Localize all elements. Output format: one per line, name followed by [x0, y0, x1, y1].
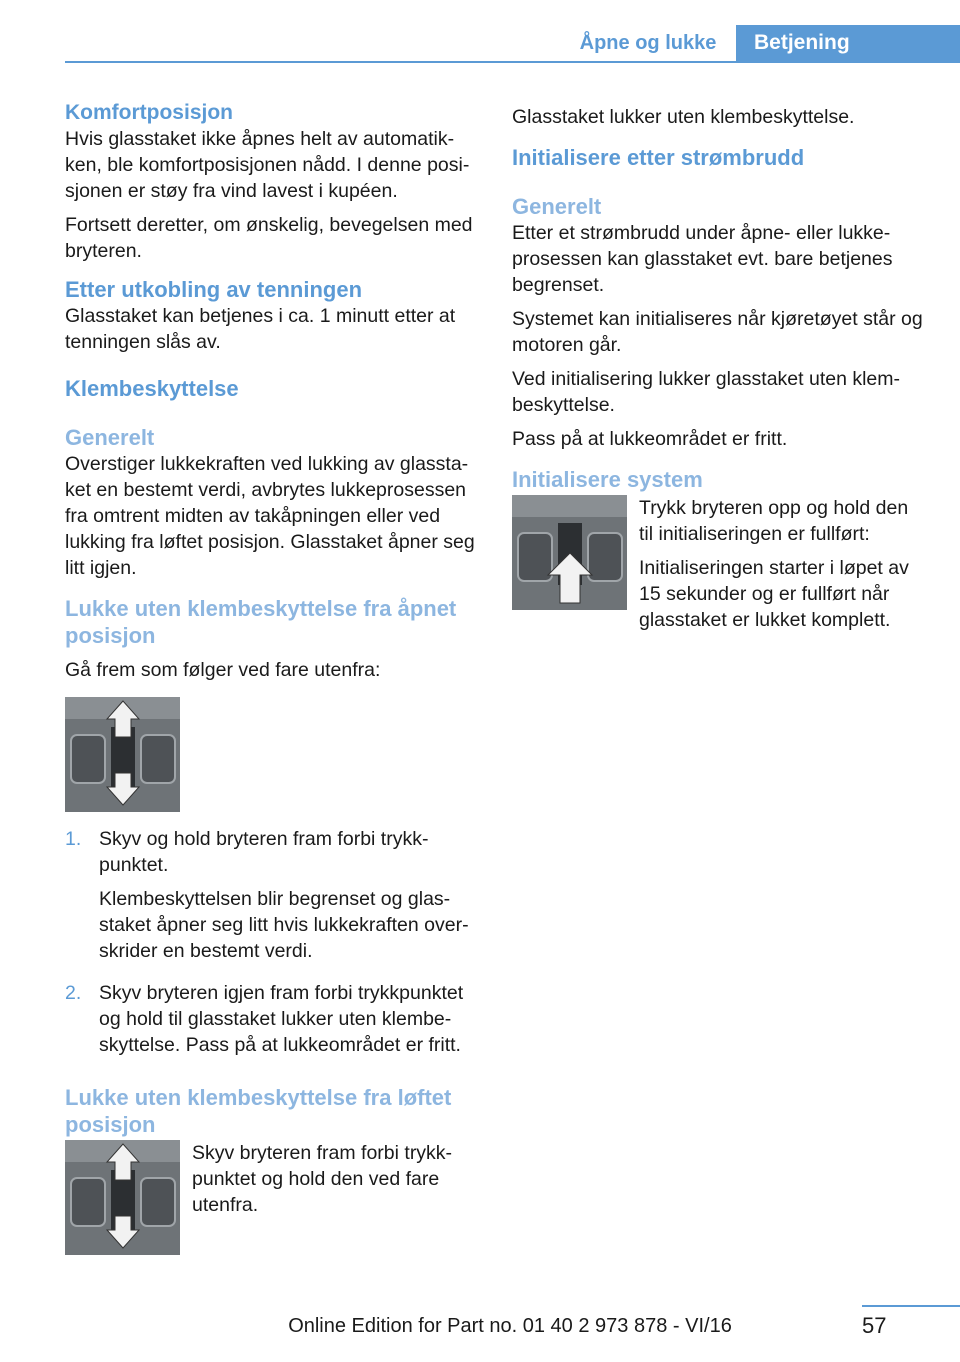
step-text: Skyv og hold bryteren fram forbi trykk-punktet.	[99, 828, 429, 876]
right-column	[512, 100, 927, 641]
loftet-paragraph: Skyv bryteren fram forbi trykk-punktet og hold den ved fare utenfra.	[192, 1142, 453, 1216]
roof-switch-updown-illustration	[65, 1140, 180, 1255]
step-item	[65, 980, 480, 1066]
loftet-row	[65, 1140, 480, 1255]
heading-initialisere-etter: Initialisere etter strømbrudd	[512, 145, 805, 170]
roof-switch-updown-illustration	[65, 697, 180, 812]
left-column	[65, 100, 480, 1255]
heading-generelt-right: Generelt	[512, 194, 602, 219]
komfort-paragraph-2: Fortsett deretter, om ønskelig, bevegelsen med bryteren.	[65, 214, 473, 262]
step-number: 1.	[65, 828, 82, 850]
steps-list	[65, 826, 480, 1066]
heading-komfortposisjon: Komfortposisjon	[65, 101, 233, 124]
system-paragraph-1: Trykk bryteren opp og hold den til initialiseringen er fullført:	[639, 497, 909, 545]
heading-etter-utkobling: Etter utkobling av tenningen	[65, 277, 363, 302]
system-paragraph-2: Initialiseringen starter i løpet av 15 sekunder og er fullført når glasstaket er lukket komplett.	[639, 557, 909, 631]
heading-initialisere-system: Initialisere system	[512, 467, 703, 492]
switch-open-close-figure	[65, 697, 180, 812]
heading-lukke-loftet: Lukke uten klembeskyttelse fra løftet posisjon	[65, 1085, 452, 1137]
aapnet-intro: Gå frem som følger ved fare utenfra:	[65, 659, 381, 681]
right-top-paragraph: Glasstaket lukker uten klembeskyttelse.	[512, 106, 855, 128]
komfort-paragraph-1: Hvis glasstaket ikke åpnes helt av automatik-ken, ble komfortposisjonen nådd. I denne posi-sjonen er støy fra vind lavest i kupéen.	[65, 128, 470, 202]
footer-rule	[862, 1305, 960, 1307]
etter-paragraph: Glasstaket kan betjenes i ca. 1 minutt etter at tenningen slås av.	[65, 305, 456, 353]
generelt-right-paragraph-4: Pass på at lukkeområdet er fritt.	[512, 428, 788, 450]
heading-klembeskyttelse: Klembeskyttelse	[65, 376, 239, 401]
step-extra: Klembeskyttelsen blir begrenset og glas-staket åpner seg litt hvis lukkekraften over-skrider en bestemt verdi.	[99, 888, 469, 962]
step-item	[65, 826, 480, 972]
footer-edition: Online Edition for Part no. 01 40 2 973 878 - VI/16	[288, 1315, 732, 1337]
step-number: 2.	[65, 982, 82, 1004]
heading-lukke-aapnet: Lukke uten klembeskyttelse fra åpnet posisjon	[65, 596, 457, 648]
generelt-left-paragraph: Overstiger lukkekraften ved lukking av glassta-ket en bestemt verdi, avbrytes lukkeprosessen fra omtrent midten av takåpningen eller ved lukking fra løftet posisjon. Glasstaket åpner seg litt igjen.	[65, 453, 475, 579]
header-chapter-tab: Betjening	[736, 25, 960, 61]
switch-forward-figure	[65, 1140, 180, 1255]
generelt-right-paragraph-3: Ved initialisering lukker glasstaket uten klem-beskyttelse.	[512, 368, 901, 416]
switch-up-figure	[512, 495, 627, 610]
generelt-right-paragraph-2: Systemet kan initialiseres når kjøretøyet står og motoren går.	[512, 308, 923, 356]
heading-generelt-left: Generelt	[65, 425, 155, 450]
header-rule	[65, 61, 960, 63]
step-text: Skyv bryteren igjen fram forbi trykkpunktet og hold til glasstaket lukker uten klembe-skyttelse. Pass på at lukkeområdet er fritt.	[99, 982, 464, 1056]
page-number: 57	[862, 1313, 887, 1338]
generelt-right-paragraph-1: Etter et strømbrudd under åpne- eller lukke-prosessen kan glasstaket evt. bare betjenes begrenset.	[512, 222, 893, 296]
header-section-title: Åpne og lukke	[579, 32, 717, 54]
roof-switch-up-illustration	[512, 495, 627, 610]
system-row	[512, 495, 927, 641]
